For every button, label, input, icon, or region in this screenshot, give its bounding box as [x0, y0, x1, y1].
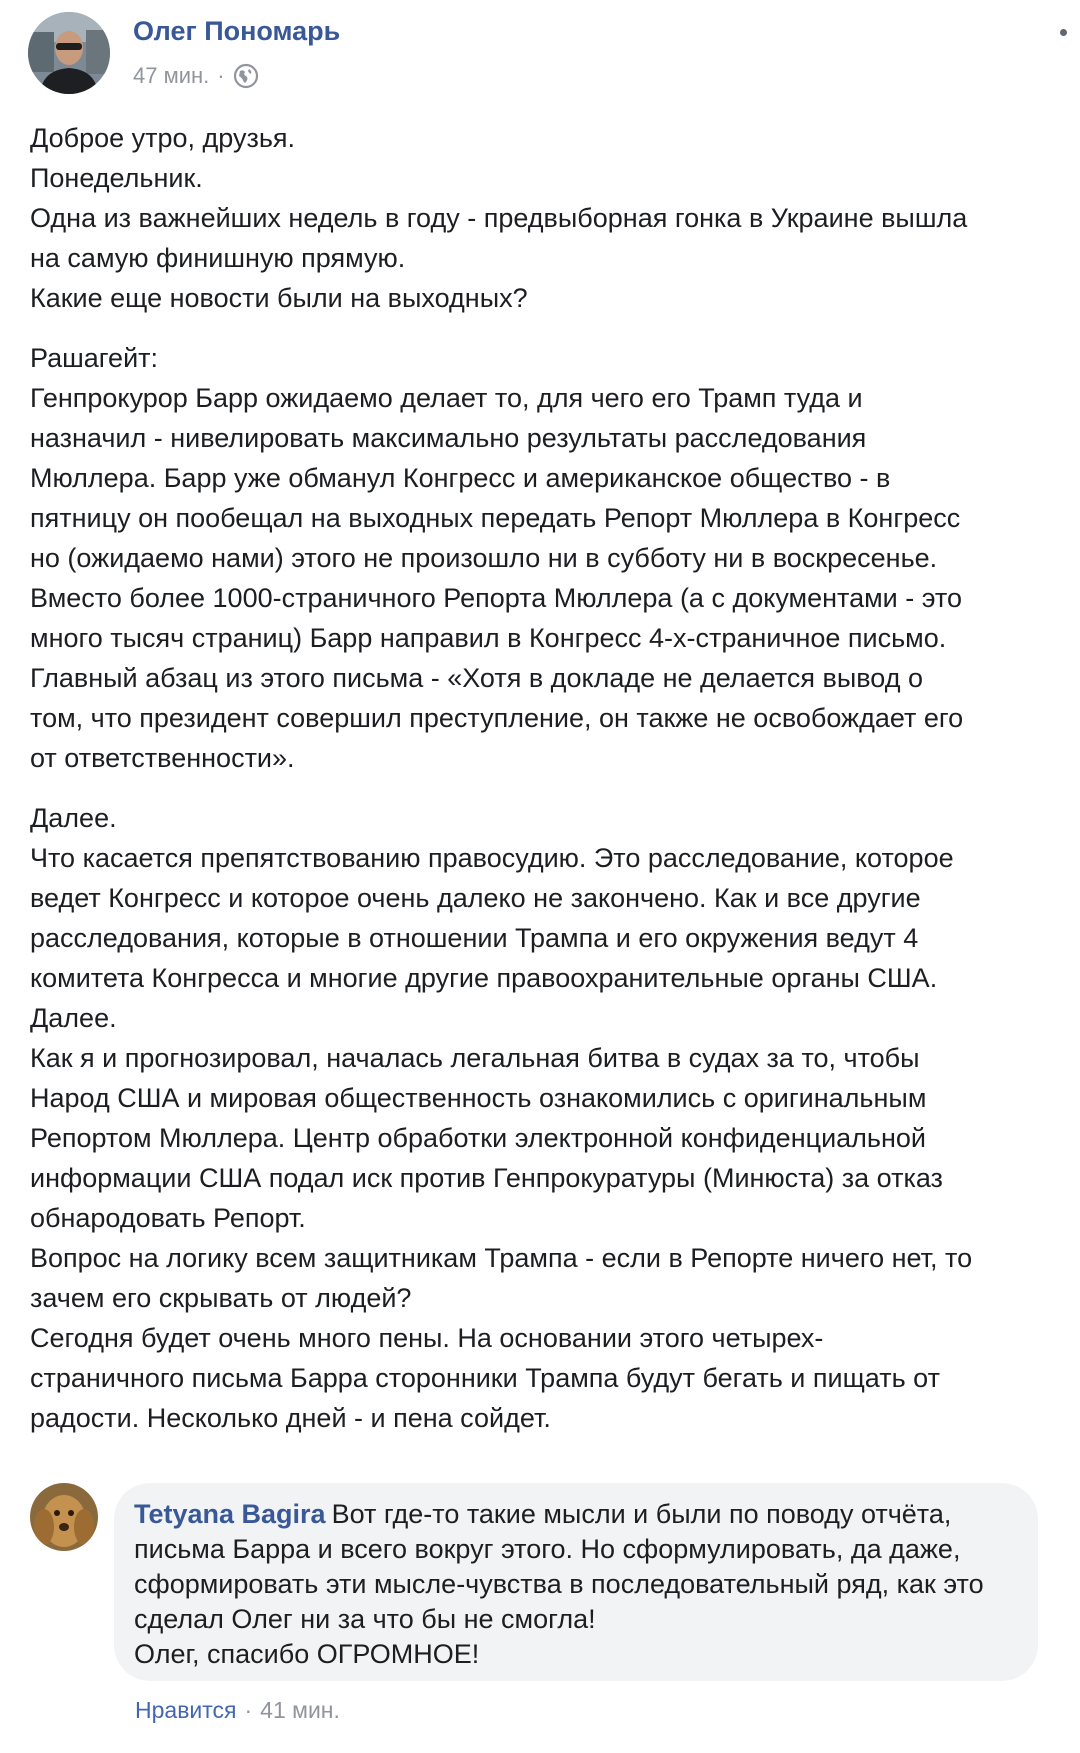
comment-bubble — [114, 1483, 1038, 1681]
post-text-line: Рашагейт: — [30, 343, 159, 373]
post-text-line: том, что президент совершил преступление, он также не освобождает его — [30, 703, 964, 733]
post-paragraph — [30, 118, 1080, 318]
post-text-line: Генпрокурор Барр ожидаемо делает то, для чего его Трамп туда и — [30, 383, 863, 413]
post-timestamp[interactable]: 47 мин. — [133, 63, 210, 88]
post-text-line: Главный абзац из этого письма - «Хотя в докладе не делается вывод о — [30, 663, 923, 693]
post-text-line: обнародовать Репорт. — [30, 1203, 306, 1233]
comment-text-line: сделал Олег ни за что бы не смогла! — [134, 1604, 596, 1634]
post-text-line: зачем его скрывать от людей? — [30, 1283, 412, 1313]
meta-separator: · — [217, 63, 225, 88]
comment-text-line: Олег, спасибо ОГРОМНОЕ! — [134, 1639, 480, 1669]
post-paragraph — [30, 798, 1080, 1438]
post-paragraph — [30, 338, 1080, 778]
post-text-line: от ответственности». — [30, 743, 295, 773]
post-options-icon[interactable] — [1060, 29, 1067, 36]
post-text-line: Далее. — [30, 1003, 117, 1033]
author-avatar[interactable] — [28, 12, 110, 94]
post-text-line: Народ США и мировая общественность ознакомились с оригинальным — [30, 1083, 927, 1113]
post-text-line: много тысяч страниц) Барр направил в Конгресс 4-х-страничное письмо. — [30, 623, 947, 653]
post-text-line: Мюллера. Барр уже обманул Конгресс и американское общество - в — [30, 463, 891, 493]
post-text-line: назначил - нивелировать максимально результаты расследования — [30, 423, 867, 453]
comment-text-line: письма Барра и всего вокруг этого. Но сформулировать, да даже, — [134, 1534, 961, 1564]
comment-text-line: Вот где-то такие мысли и были по поводу отчёта, — [331, 1499, 952, 1529]
post-text-line: Далее. — [30, 803, 117, 833]
post-text-line: Как я и прогнозировал, началась легальная битва в судах за то, чтобы — [30, 1043, 920, 1073]
post-text-line: ведет Конгресс и которое очень далеко не закончено. Как и все другие — [30, 883, 921, 913]
post-text-line: Что касается препятствованию правосудию. Это расследование, которое — [30, 843, 954, 873]
post-text — [30, 118, 1080, 1458]
post-text-line: Доброе утро, друзья. — [30, 123, 296, 153]
post-text-line: комитета Конгресса и многие другие правоохранительные органы США. — [30, 963, 938, 993]
post-author-name[interactable]: Олег Пономарь — [133, 16, 341, 46]
post-text-line: информации США подал иск против Генпрокуратуры (Минюста) за отказ — [30, 1163, 943, 1193]
globe-icon — [233, 63, 259, 89]
comment-actions-separator: · — [244, 1697, 253, 1723]
post-text-line: Вместо более 1000-страничного Репорта Мюллера (а с документами - это — [30, 583, 963, 613]
post-text-line: Одна из важнейших недель в году - предвыборная гонка в Украине вышла — [30, 203, 968, 233]
comment-author-avatar[interactable] — [30, 1483, 98, 1551]
post-text-line: Вопрос на логику всем защитникам Трампа - если в Репорте ничего нет, то — [30, 1243, 973, 1273]
post-text-line: расследования, которые в отношении Трампа и его окружения ведут 4 — [30, 923, 919, 953]
post-text-line: Сегодня будет очень много пены. На основании этого четырех- — [30, 1323, 824, 1353]
comment-text-line: сформировать эти мысле-чувства в последовательный ряд, как это — [134, 1569, 984, 1599]
post-text-line: страничного письма Барра сторонники Трампа будут бегать и пищать от — [30, 1363, 940, 1393]
post-text-line: но (ожидаемо нами) этого не произошло ни в субботу ни в воскресенье. — [30, 543, 938, 573]
post-text-line: Репортом Мюллера. Центр обработки электронной конфиденциальной — [30, 1123, 926, 1153]
comment-author-name[interactable]: Tetyana Bagira — [134, 1499, 326, 1529]
comment-like-button[interactable]: Нравится — [135, 1697, 237, 1723]
comment-actions — [135, 1697, 340, 1724]
post-text-line: пятницу он пообещал на выходных передать Репорт Мюллера в Конгресс — [30, 503, 961, 533]
post-text-line: Какие еще новости были на выходных? — [30, 283, 528, 313]
comment-first-line — [134, 1497, 1038, 1532]
post-text-line: Понедельник. — [30, 163, 203, 193]
post-text-line: радости. Несколько дней - и пена сойдет. — [30, 1403, 551, 1433]
comment-timestamp[interactable]: 41 мин. — [260, 1697, 340, 1723]
post-meta — [133, 63, 259, 89]
post-text-line: на самую финишную прямую. — [30, 243, 406, 273]
